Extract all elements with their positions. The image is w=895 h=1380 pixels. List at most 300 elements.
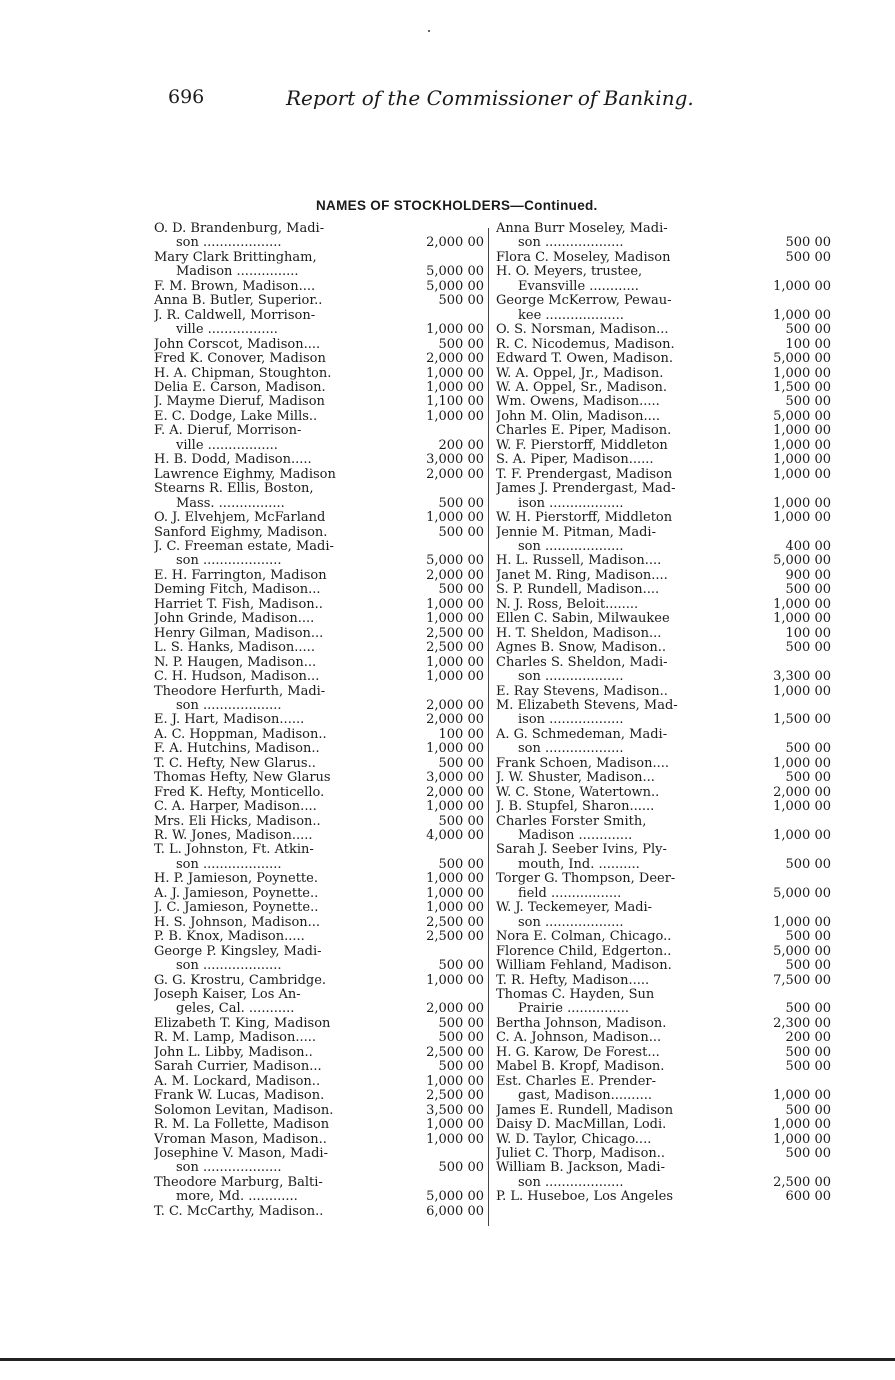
- stockholder-name-line: P. B. Knox, Madison.....: [154, 930, 305, 945]
- stock-amount: 2,500 00: [426, 625, 484, 641]
- stockholder-name-line: gast, Madison..........: [518, 1089, 652, 1104]
- stockholder-entry: [496, 294, 831, 323]
- stockholder-name: [496, 757, 749, 771]
- stockholder-name: [496, 1060, 749, 1074]
- stockholder-name-line: N. J. Ross, Beloit........: [496, 597, 639, 612]
- stockholder-name-line: E. Ray Stevens, Madison..: [496, 684, 668, 699]
- stockholder-entry: [496, 1104, 831, 1118]
- stock-amount: 1,000 00: [773, 466, 831, 482]
- stockholder-name-line: W. F. Pierstorff, Middleton: [496, 438, 668, 453]
- stockholder-entry: [496, 482, 831, 511]
- stockholder-name: [154, 1205, 412, 1219]
- stockholder-entry: [154, 800, 484, 814]
- stockholder-name: [496, 728, 749, 757]
- stockholder-name-line: H. P. Jamieson, Poynette.: [154, 872, 318, 887]
- stockholder-name: [154, 540, 412, 569]
- stock-amount: 600 00: [785, 1189, 831, 1205]
- stockholder-name-line: A. G. Schmedeman, Madi-: [496, 727, 668, 742]
- stockholder-entry: [154, 294, 484, 308]
- stockholder-entry: [496, 843, 831, 872]
- stockholder-name: [496, 482, 749, 511]
- running-title: Report of the Commissioner of Banking.: [286, 86, 694, 110]
- stockholder-name: [496, 395, 749, 409]
- stockholder-name: [496, 1161, 749, 1190]
- stockholder-name-line: George McKerrow, Pewau-: [496, 294, 672, 309]
- stockholder-name: [496, 685, 749, 699]
- stockholder-name-line: M. Elizabeth Stevens, Mad-: [496, 698, 678, 713]
- stockholder-name: [154, 656, 412, 670]
- stock-amount: 2,000 00: [426, 697, 484, 713]
- stockholder-name-line: J. B. Stupfel, Sharon......: [496, 800, 655, 815]
- stockholder-entry: [154, 1118, 484, 1132]
- stockholder-name-line: Sanford Eighmy, Madison.: [154, 525, 328, 540]
- stockholder-entry: [154, 887, 484, 901]
- stock-amount: 1,000 00: [773, 799, 831, 815]
- stockholders-right-column: [496, 222, 831, 1205]
- stock-amount: 900 00: [785, 567, 831, 583]
- stock-amount: 500 00: [785, 1059, 831, 1075]
- stockholder-entry: [496, 757, 831, 771]
- stockholder-name-line: Frank Schoen, Madison....: [496, 756, 670, 771]
- stock-amount: 2,000 00: [426, 712, 484, 728]
- stockholder-name-line: T. C. McCarthy, Madison..: [154, 1204, 324, 1219]
- stockholder-name: [154, 352, 412, 366]
- stockholder-entry: [496, 641, 831, 655]
- stockholders-left-column: [154, 222, 484, 1219]
- stock-amount: 1,000 00: [773, 914, 831, 930]
- stockholder-entry: [496, 468, 831, 482]
- stock-amount: 5,000 00: [773, 351, 831, 367]
- page-number: 696: [168, 86, 205, 108]
- stock-amount: 500 00: [785, 249, 831, 265]
- stockholder-name-line: Solomon Levitan, Madison.: [154, 1103, 334, 1118]
- stock-amount: 500 00: [438, 524, 484, 540]
- stockholder-entry: [154, 569, 484, 583]
- stockholder-name-line: Deming Fitch, Madison...: [154, 583, 321, 598]
- stockholder-entry: [154, 945, 484, 974]
- stock-amount: 1,000 00: [426, 669, 484, 685]
- stockholder-name-line: F. M. Brown, Madison....: [154, 279, 316, 294]
- stockholder-name-line: Sarah Currier, Madison...: [154, 1060, 322, 1075]
- stockholder-name-line: R. W. Jones, Madison.....: [154, 829, 313, 844]
- stockholder-entry: [154, 1147, 484, 1176]
- stockholder-name: [496, 526, 749, 555]
- stockholder-name: [154, 916, 412, 930]
- stock-amount: 500 00: [785, 770, 831, 786]
- stock-amount: 5,000 00: [426, 264, 484, 280]
- stockholder-name: [496, 323, 749, 337]
- stockholder-name: [154, 598, 412, 612]
- stockholder-name-line: Delia E. Carson, Madison.: [154, 380, 326, 395]
- stockholder-name-line: John M. Olin, Madison....: [496, 409, 661, 424]
- stockholder-name: [154, 829, 412, 843]
- stockholder-entry: [154, 309, 484, 338]
- stockholder-entry: [496, 439, 831, 453]
- stockholder-name-line: ville .................: [176, 438, 278, 453]
- stock-amount: 1,000 00: [426, 885, 484, 901]
- stockholder-name-line: son ...................: [176, 554, 282, 569]
- stock-amount: 500 00: [785, 1001, 831, 1017]
- stockholder-name-line: son ...................: [518, 236, 624, 251]
- stockholder-name-line: O. J. Elvehjem, McFarland: [154, 511, 326, 526]
- stockholder-name-line: Thomas Hefty, New Glarus: [154, 771, 331, 786]
- stockholder-name: [154, 1031, 412, 1045]
- stockholder-name-line: Joseph Kaiser, Los An-: [154, 988, 301, 1003]
- stockholder-name: [154, 728, 412, 742]
- stock-amount: 1,000 00: [773, 1131, 831, 1147]
- stock-amount: 1,000 00: [426, 654, 484, 670]
- stockholder-name: [496, 800, 749, 814]
- stockholder-name-line: T. C. Hefty, New Glarus..: [154, 756, 316, 771]
- stockholder-name-line: Nora E. Colman, Chicago..: [496, 930, 672, 945]
- stockholder-name-line: Harriet T. Fish, Madison..: [154, 597, 323, 612]
- stockholder-entry: [154, 352, 484, 366]
- stockholder-entry: [496, 323, 831, 337]
- stockholder-entry: [154, 728, 484, 742]
- stockholder-name: [154, 815, 412, 829]
- stockholder-name: [154, 1133, 412, 1147]
- stockholder-name: [496, 612, 749, 626]
- stockholder-name-line: son ...................: [518, 915, 624, 930]
- stockholder-entry: [154, 627, 484, 641]
- stockholder-name-line: Frank W. Lucas, Madison.: [154, 1089, 325, 1104]
- stockholder-entry: [496, 1118, 831, 1132]
- stockholder-entry: [496, 265, 831, 294]
- stockholder-name: [496, 771, 749, 785]
- stockholder-name-line: Mabel B. Kropf, Madison.: [496, 1060, 665, 1075]
- stockholder-name: [154, 569, 412, 583]
- stockholder-name: [154, 742, 412, 756]
- stockholder-name: [496, 1190, 749, 1204]
- stockholder-entry: [496, 872, 831, 901]
- stockholder-name: [496, 338, 749, 352]
- stock-amount: 1,000 00: [426, 611, 484, 627]
- stockholder-entry: [154, 1133, 484, 1147]
- stockholder-name-line: H. A. Chipman, Stoughton.: [154, 366, 332, 381]
- stockholder-name: [496, 1133, 749, 1147]
- stockholder-name: [496, 656, 749, 685]
- stock-amount: 7,500 00: [773, 972, 831, 988]
- stockholder-name-line: Anna B. Butler, Superior..: [154, 294, 323, 309]
- stock-amount: 500 00: [438, 958, 484, 974]
- stock-amount: 500 00: [785, 235, 831, 251]
- stockholder-entry: [154, 771, 484, 785]
- stockholder-name-line: George P. Kingsley, Madi-: [154, 944, 322, 959]
- stockholder-name-line: W. A. Oppel, Sr., Madison.: [496, 380, 668, 395]
- stock-amount: 1,000 00: [773, 365, 831, 381]
- stockholder-entry: [496, 381, 831, 395]
- stockholder-name: [154, 786, 412, 800]
- stockholder-name-line: John L. Libby, Madison..: [154, 1045, 313, 1060]
- stock-amount: 5,000 00: [773, 943, 831, 959]
- stockholder-name: [154, 1176, 412, 1205]
- stock-amount: 500 00: [785, 1102, 831, 1118]
- stockholder-name: [496, 815, 749, 844]
- stockholder-entry: [154, 338, 484, 352]
- stockholder-name-line: W. D. Taylor, Chicago....: [496, 1132, 652, 1147]
- stockholder-name-line: G. G. Krostru, Cambridge.: [154, 973, 327, 988]
- stockholder-name-line: Mary Clark Brittingham,: [154, 250, 317, 265]
- stockholder-entry: [154, 786, 484, 800]
- stock-amount: 5,000 00: [426, 553, 484, 569]
- stock-amount: 1,000 00: [426, 1073, 484, 1089]
- stock-amount: 200 00: [785, 1030, 831, 1046]
- stock-amount: 500 00: [785, 958, 831, 974]
- stock-amount: 5,000 00: [426, 1189, 484, 1205]
- stock-amount: 1,000 00: [773, 611, 831, 627]
- stockholder-name-line: H. B. Dodd, Madison.....: [154, 453, 312, 468]
- stock-amount: 1,000 00: [426, 1131, 484, 1147]
- stockholder-name-line: H. T. Sheldon, Madison...: [496, 626, 662, 641]
- stock-amount: 200 00: [438, 437, 484, 453]
- stockholder-entry: [154, 1089, 484, 1103]
- stock-amount: 500 00: [785, 582, 831, 598]
- stock-amount: 500 00: [785, 640, 831, 656]
- stockholder-name-line: Bertha Johnson, Madison.: [496, 1016, 667, 1031]
- stock-amount: 1,000 00: [773, 278, 831, 294]
- stock-amount: 1,000 00: [426, 871, 484, 887]
- stockholder-entry: [496, 699, 831, 728]
- stock-amount: 3,000 00: [426, 770, 484, 786]
- stockholder-name-line: J. R. Caldwell, Morrison-: [154, 308, 316, 323]
- stockholder-name-line: son ...................: [176, 698, 282, 713]
- stockholder-entry: [496, 1060, 831, 1074]
- stockholder-entry: [154, 381, 484, 395]
- stockholder-name-line: Est. Charles E. Prender-: [496, 1074, 656, 1089]
- stock-amount: 500 00: [438, 856, 484, 872]
- stockholder-name-line: son ...................: [176, 959, 282, 974]
- stock-amount: 1,000 00: [426, 322, 484, 338]
- stockholder-name-line: Juliet C. Thorp, Madison..: [496, 1147, 666, 1161]
- stockholder-name-line: William B. Jackson, Madi-: [496, 1161, 665, 1176]
- stockholder-name-line: Prairie ...............: [518, 1002, 630, 1017]
- stockholder-entry: [496, 1147, 831, 1161]
- stockholder-name: [154, 526, 412, 540]
- stockholder-name: [154, 482, 412, 511]
- stockholder-name: [496, 367, 749, 381]
- stockholder-name-line: Flora C. Moseley, Madison: [496, 250, 671, 265]
- stockholder-name: [154, 410, 412, 424]
- stockholder-entry: [154, 670, 484, 684]
- stockholder-entry: [154, 713, 484, 727]
- stockholder-name: [154, 930, 412, 944]
- stock-amount: 500 00: [438, 1059, 484, 1075]
- stockholder-entry: [154, 916, 484, 930]
- stockholder-entry: [154, 424, 484, 453]
- stockholder-entry: [496, 554, 831, 568]
- stockholder-name-line: L. S. Hanks, Madison.....: [154, 641, 315, 656]
- stockholder-entry: [496, 901, 831, 930]
- stockholder-name: [154, 367, 412, 381]
- stock-amount: 1,100 00: [426, 394, 484, 410]
- stock-amount: 500 00: [785, 394, 831, 410]
- stockholder-name: [154, 612, 412, 626]
- stockholder-name-line: kee ...................: [518, 308, 624, 323]
- stockholder-entry: [154, 395, 484, 409]
- stockholder-name-line: Lawrence Eighmy, Madison: [154, 467, 336, 482]
- stockholder-entry: [496, 222, 831, 251]
- stock-amount: 2,500 00: [426, 1044, 484, 1060]
- stockholder-name-line: H. O. Meyers, trustee,: [496, 265, 643, 280]
- stockholder-name: [496, 1017, 749, 1031]
- stockholder-name-line: Agnes B. Snow, Madison..: [496, 641, 667, 656]
- stockholder-name: [154, 309, 412, 338]
- stockholder-entry: [496, 974, 831, 988]
- stock-amount: 1,000 00: [426, 365, 484, 381]
- stockholder-name: [154, 670, 412, 684]
- stockholder-name: [496, 424, 749, 438]
- stockholder-name-line: Daisy D. MacMillan, Lodi.: [496, 1118, 667, 1133]
- stock-amount: 500 00: [438, 582, 484, 598]
- stockholder-entry: [154, 1176, 484, 1205]
- stockholder-name-line: Ellen C. Sabin, Milwaukee: [496, 612, 670, 627]
- stockholder-name-line: T. F. Prendergast, Madison: [496, 467, 673, 482]
- stockholder-name: [496, 453, 749, 467]
- stockholder-name-line: S. A. Piper, Madison......: [496, 453, 654, 468]
- stockholder-name-line: William Fehland, Madison.: [496, 959, 672, 974]
- stockholder-entry: [154, 612, 484, 626]
- stockholder-entry: [496, 959, 831, 973]
- stockholder-name: [496, 959, 749, 973]
- stockholder-name-line: James E. Rundell, Madison: [496, 1103, 674, 1118]
- stockholder-name-line: A. J. Jamieson, Poynette..: [154, 886, 319, 901]
- stockholder-entry: [154, 468, 484, 482]
- stockholder-name-line: Evansville ............: [518, 279, 639, 294]
- stockholder-name-line: O. S. Norsman, Madison...: [496, 323, 669, 338]
- stock-amount: 3,500 00: [426, 1102, 484, 1118]
- stockholder-entry: [154, 930, 484, 944]
- stock-amount: 1,000 00: [426, 510, 484, 526]
- stockholder-name: [154, 1118, 412, 1132]
- stockholder-name: [154, 511, 412, 525]
- stockholder-name: [154, 294, 412, 308]
- stockholder-name-line: Fred K. Hefty, Monticello.: [154, 785, 325, 800]
- stockholder-name-line: Madison ...............: [176, 265, 299, 280]
- stockholder-name: [496, 1104, 749, 1118]
- stockholder-name-line: Vroman Mason, Madison..: [154, 1132, 327, 1147]
- stockholder-name-line: Josephine V. Mason, Madi-: [154, 1147, 328, 1161]
- stock-amount: 1,000 00: [773, 423, 831, 439]
- stock-amount: 500 00: [438, 1160, 484, 1176]
- stockholder-entry: [154, 1060, 484, 1074]
- stock-amount: 1,000 00: [426, 741, 484, 757]
- stockholder-name-line: son ...................: [518, 670, 624, 685]
- stockholder-name-line: J. W. Shuster, Madison...: [496, 771, 655, 786]
- ink-speck: [428, 30, 430, 32]
- stockholder-name: [496, 843, 749, 872]
- stockholder-name-line: R. M. Lamp, Madison.....: [154, 1031, 316, 1046]
- stock-amount: 5,000 00: [773, 885, 831, 901]
- stockholder-name: [154, 1104, 412, 1118]
- stockholder-name-line: son ...................: [176, 857, 282, 872]
- stockholder-entry: [154, 843, 484, 872]
- stockholder-name: [496, 554, 749, 568]
- stock-amount: 1,000 00: [773, 828, 831, 844]
- stock-amount: 2,000 00: [426, 351, 484, 367]
- stock-amount: 1,000 00: [426, 408, 484, 424]
- stockholder-entry: [496, 930, 831, 944]
- stock-amount: 2,000 00: [426, 567, 484, 583]
- stockholder-entry: [496, 583, 831, 597]
- stock-amount: 500 00: [785, 1044, 831, 1060]
- stockholder-entry: [154, 988, 484, 1017]
- stockholder-entry: [496, 945, 831, 959]
- stockholder-entry: [496, 627, 831, 641]
- stockholder-name-line: Theodore Herfurth, Madi-: [154, 684, 326, 699]
- stockholder-entry: [496, 988, 831, 1017]
- stockholder-name: [496, 222, 749, 251]
- stock-amount: 2,500 00: [426, 640, 484, 656]
- stockholder-entry: [496, 569, 831, 583]
- stockholder-entry: [496, 815, 831, 844]
- stockholder-entry: [154, 1075, 484, 1089]
- stock-amount: 1,500 00: [773, 712, 831, 728]
- stockholder-entry: [496, 800, 831, 814]
- stockholder-name: [496, 901, 749, 930]
- stockholder-name: [496, 945, 749, 959]
- stock-amount: 500 00: [438, 755, 484, 771]
- stockholder-name-line: mouth, Ind. ..........: [518, 857, 640, 872]
- stockholder-name: [496, 627, 749, 641]
- stock-amount: 500 00: [785, 741, 831, 757]
- stock-amount: 1,000 00: [426, 799, 484, 815]
- stock-amount: 2,500 00: [426, 914, 484, 930]
- stockholder-entry: [154, 656, 484, 670]
- stock-amount: 4,000 00: [426, 828, 484, 844]
- stock-amount: 1,000 00: [773, 452, 831, 468]
- stockholder-name: [154, 424, 412, 453]
- stockholder-name-line: E. J. Hart, Madison......: [154, 713, 305, 728]
- stockholder-name-line: J. Mayme Dieruf, Madison: [154, 395, 325, 410]
- stockholder-name: [154, 1089, 412, 1103]
- stockholder-name-line: Fred K. Conover, Madison: [154, 352, 326, 367]
- stockholder-name: [154, 887, 412, 901]
- stockholder-name-line: Jennie M. Pitman, Madi-: [496, 525, 656, 540]
- stockholder-name-line: P. L. Huseboe, Los Angeles: [496, 1190, 674, 1205]
- stock-amount: 1,000 00: [773, 437, 831, 453]
- stock-amount: 1,000 00: [773, 510, 831, 526]
- stockholder-entry: [496, 771, 831, 785]
- stock-amount: 5,000 00: [773, 408, 831, 424]
- stockholder-name: [154, 988, 412, 1017]
- stockholder-entry: [496, 1161, 831, 1190]
- stockholder-name-line: Elizabeth T. King, Madison: [154, 1016, 331, 1031]
- stockholder-entry: [496, 1133, 831, 1147]
- stock-amount: 1,000 00: [426, 379, 484, 395]
- stock-amount: 500 00: [785, 1146, 831, 1161]
- stock-amount: 1,000 00: [426, 900, 484, 916]
- stockholder-name: [154, 974, 412, 988]
- stockholder-name: [496, 251, 749, 265]
- stockholder-name-line: E. C. Dodge, Lake Mills..: [154, 409, 318, 424]
- stockholder-entry: [154, 815, 484, 829]
- stockholder-name-line: Florence Child, Edgerton..: [496, 944, 672, 959]
- stock-amount: 1,000 00: [773, 307, 831, 323]
- stock-amount: 400 00: [785, 538, 831, 554]
- stockholder-name: [154, 280, 412, 294]
- stockholder-name-line: Charles E. Piper, Madison.: [496, 424, 672, 439]
- stockholder-name: [496, 294, 749, 323]
- stockholder-name-line: Mass. ................: [176, 496, 285, 511]
- stock-amount: 1,000 00: [773, 1088, 831, 1104]
- stock-amount: 500 00: [785, 322, 831, 338]
- stockholder-entry: [496, 612, 831, 626]
- stockholder-entry: [154, 1205, 484, 1219]
- stockholder-name-line: Janet M. Ring, Madison....: [496, 568, 668, 583]
- page-header: [0, 86, 895, 116]
- stock-amount: 100 00: [785, 625, 831, 641]
- stock-amount: 500 00: [438, 1030, 484, 1046]
